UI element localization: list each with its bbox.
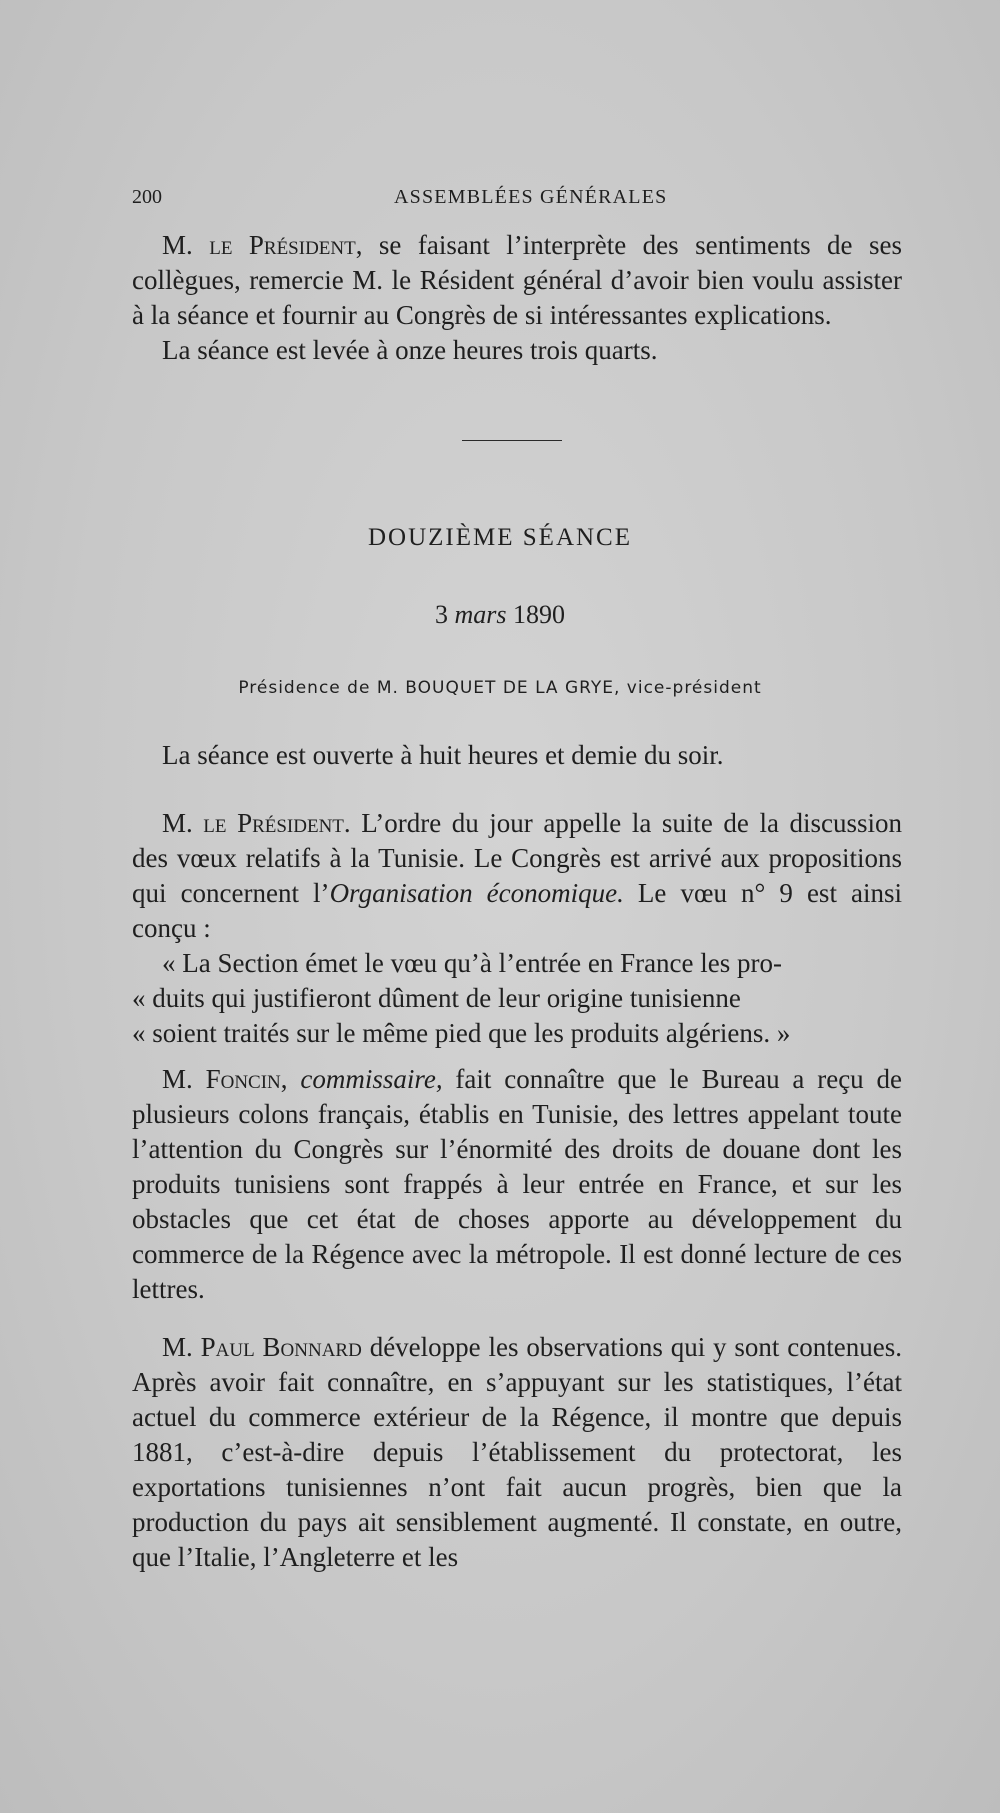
date-month: mars (454, 600, 507, 629)
date-year: 1890 (506, 600, 565, 629)
foncin-paragraph (132, 1062, 902, 1307)
paragraph-president-thanks (132, 228, 902, 333)
speaker-president: M. le Président, (162, 230, 363, 260)
motion-italic: Organisation économique. (329, 878, 624, 908)
motion-paragraph (132, 806, 902, 1051)
running-head: ASSEMBLÉES GÉNÉRALES (394, 186, 668, 208)
foncin-text: fait connaître que le Bureau a reçu de plusieurs colons français, établis en Tunisie, des lettres appelant toute l’attention du Congrès sur l’énormité des droits de douane dont les produits tunisiens sont frappés à leur entrée en France, et sur les obstacles que cet état de choses apporte au développement du commerce de la Régence avec la métropole. Il est donné lecture de ces lettres. (132, 1064, 902, 1304)
paragraph-foncin (132, 1062, 902, 1307)
section-divider (462, 440, 562, 441)
speaker-president: M. le Président. (162, 808, 351, 838)
bonnard-paragraph (132, 1330, 902, 1575)
quote-line-2: « duits qui justifieront dûment de leur origine tunisienne (132, 983, 741, 1013)
bonnard-text: développe les observations qui y sont contenues. Après avoir fait connaître, en s’appuyant sur les statistiques, l’état actuel du commerce extérieur de la Régence, il montre que depuis 1881, c’est-à-dire depuis l’établissement du protectorat, les exportations tunisiennes n’ont fait aucun progrès, bien que la production du pays ait sensiblement augmenté. Il constate, en outre, que l’Italie, l’Angleterre et les (132, 1332, 902, 1572)
paragraph-opening: La séance est ouverte à huit heures et demie du soir. (162, 740, 724, 770)
page-number: 200 (132, 186, 162, 208)
paragraph-seance-levee: La séance est levée à onze heures trois quarts. (162, 335, 658, 365)
speaker-foncin: M. Foncin, (162, 1064, 288, 1094)
closing-paragraphs (132, 228, 902, 368)
presidence-line: Présidence de M. BOUQUET DE LA GRYE, vice-président (238, 678, 762, 698)
speaker-role: commissaire, (300, 1064, 443, 1094)
opening-paragraph (132, 738, 902, 773)
paragraph-bonnard (132, 1330, 902, 1575)
quote-line-1: « La Section émet le vœu qu’à l’entrée en France les pro- (162, 948, 782, 978)
paragraph-ordre-du-jour (132, 806, 902, 946)
quote-line-3: « soient traités sur le même pied que les produits algériens. » (132, 1018, 791, 1048)
section-date (0, 600, 1000, 630)
motion-text-end: Le vœu n° 9 est ainsi conçu : (132, 878, 903, 943)
date-day: 3 (434, 600, 455, 629)
section-title: DOUZIÈME SÉANCE (367, 524, 632, 551)
paragraph-text: se faisant l’interprète des sentiments de ses collègues, remercie M. le Résident général d’avoir bien voulu assister à la séance et fournir au Congrès de si intéressantes explications. (132, 230, 902, 330)
speaker-bonnard: M. Paul Bonnard (162, 1332, 362, 1362)
motion-text: L’ordre du jour appelle la suite de la discussion des vœux relatifs à la Tunisie. Le Congrès est arrivé aux propositions qui concernent l’ (132, 808, 902, 908)
